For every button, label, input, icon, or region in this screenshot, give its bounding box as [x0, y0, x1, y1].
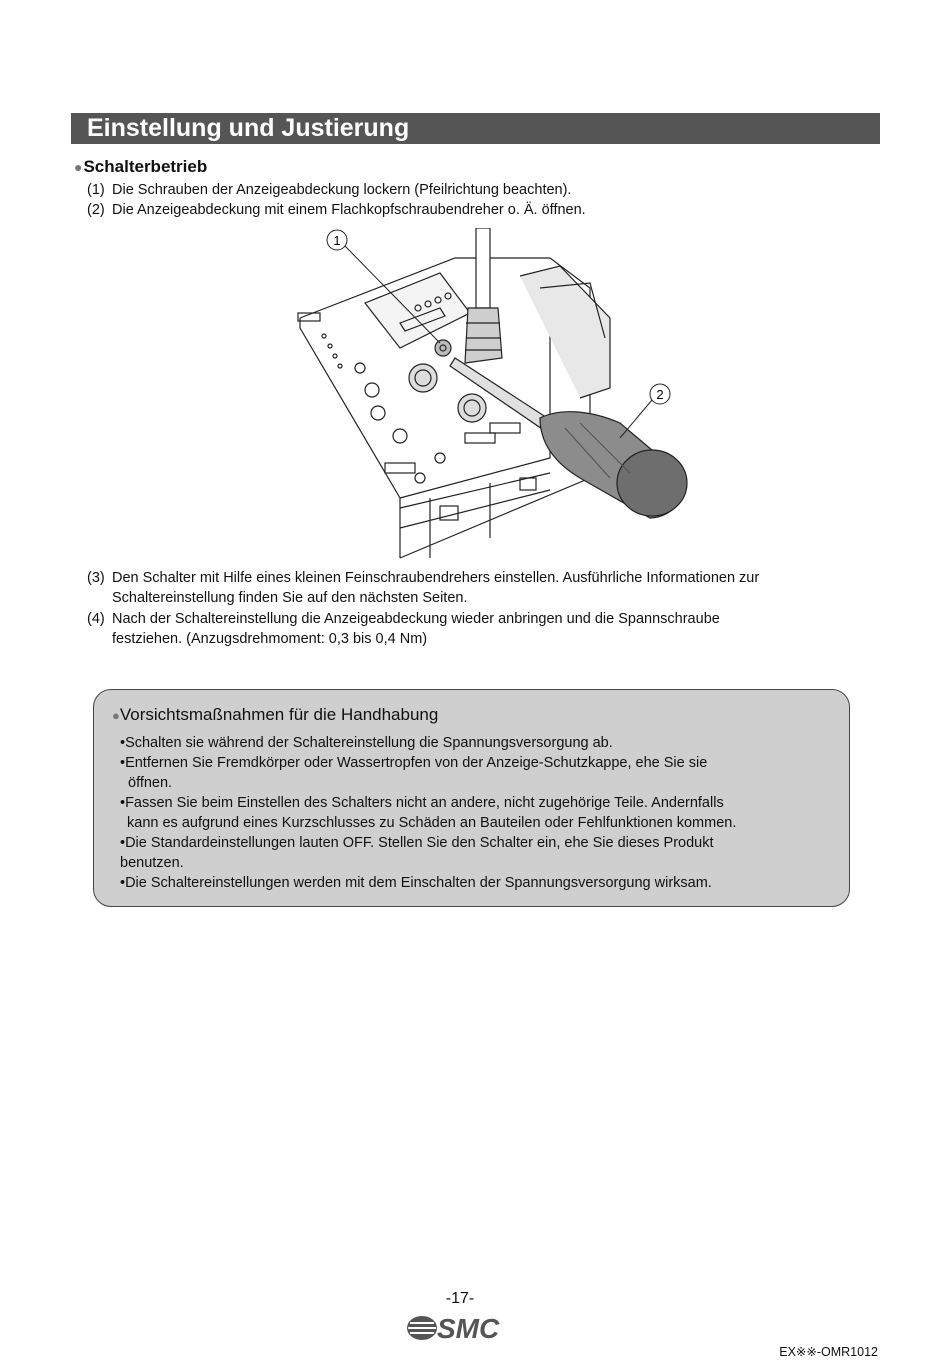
step-3 [87, 568, 877, 608]
bullet-icon: ● [74, 159, 83, 175]
caution-line: öffnen. [128, 775, 173, 791]
caution-line: benutzen. [120, 855, 184, 871]
callout-2: 2 [656, 387, 664, 402]
step-number: (2) [87, 202, 105, 218]
step-text-continued: Schaltereinstellung finden Sie auf den nächsten Seiten. [112, 590, 468, 606]
caution-line: •Die Standardeinstellungen lauten OFF. Stellen Sie den Schalter ein, ehe Sie dieses Produkt [120, 835, 714, 851]
step-1 [87, 180, 877, 200]
step-text: Nach der Schaltereinstellung die Anzeigeabdeckung wieder anbringen und die Spannschraube [112, 611, 720, 627]
step-text: Den Schalter mit Hilfe eines kleinen Feinschraubendrehers einstellen. Ausführliche Informationen zur [112, 570, 760, 586]
step-text: Die Schrauben der Anzeigeabdeckung lockern (Pfeilrichtung beachten). [112, 182, 572, 198]
step-number: (4) [87, 611, 105, 627]
step-number: (3) [87, 570, 105, 586]
step-2 [87, 200, 877, 220]
step-text: Die Anzeigeabdeckung mit einem Flachkopfschraubendreher o. Ä. öffnen. [112, 202, 586, 218]
page-number: -17- [445, 1290, 475, 1307]
caution-box [93, 689, 850, 907]
caution-title [112, 705, 438, 725]
step-4 [87, 609, 877, 649]
caution-title-text: Vorsichtsmaßnahmen für die Handhabung [119, 705, 439, 724]
caution-line: •Die Schaltereinstellungen werden mit dem Einschalten der Spannungsversorgung wirksam. [120, 875, 712, 891]
page-title: Einstellung und Justierung [71, 113, 880, 144]
step-text-continued: festziehen. (Anzugsdrehmoment: 0,3 bis 0,4 Nm) [112, 631, 428, 647]
section-heading [74, 157, 207, 177]
caution-line: kann es aufgrund eines Kurzschlusses zu Schäden an Bauteilen oder Fehlfunktionen kommen. [127, 815, 737, 831]
callout-1: 1 [333, 233, 341, 248]
step-number: (1) [87, 182, 105, 198]
smc-logo [404, 1311, 514, 1343]
caution-line: •Fassen Sie beim Einstellen des Schalters nicht an andere, nicht zugehörige Teile. Andernfalls [120, 795, 724, 811]
caution-line: •Schalten sie während der Schaltereinstellung die Spannungsversorgung ab. [120, 735, 613, 751]
bullet-icon: ● [112, 708, 120, 723]
logo-text: SMC [437, 1313, 500, 1343]
switch-operation-illustration [290, 228, 690, 560]
document-code: EX※※-OMR1012 [779, 1345, 878, 1359]
section-heading-text: Schalterbetrieb [83, 157, 208, 176]
caution-line: •Entfernen Sie Fremdkörper oder Wassertropfen von der Anzeige-Schutzkappe, ehe Sie sie [120, 755, 708, 771]
